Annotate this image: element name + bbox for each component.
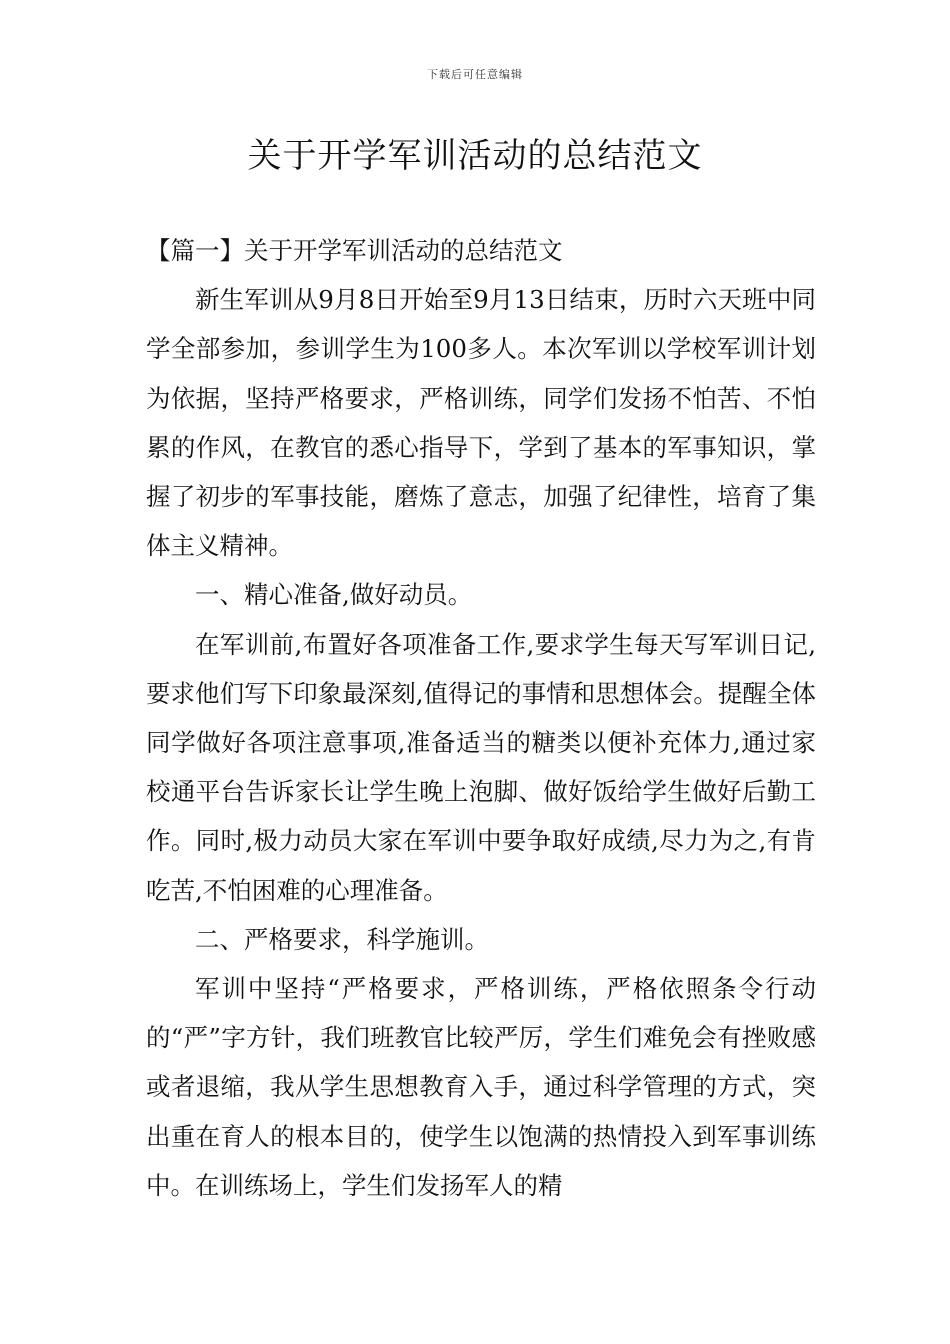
body-paragraph-2: 军训中坚持“严格要求，严格训练，严格依照条令行动的“严”字方针，我们班教官比较严厉，学生们难免会有挫败感或者退缩，我从学生思想教育入手，通过科学管理的方式，突出重在育人的根本目的，使学生以饱满的热情投入到军事训练中。在训练场上，学生们发扬军人的精 [146, 974, 816, 1200]
header-note: 下载后可任意编辑 [427, 68, 523, 81]
body-paragraph-1: 在军训前,布置好各项准备工作,要求学生每天写军训日记,要求他们写下印象最深刻,值得记的事情和思想体会。提醒全体同学做好各项注意事项,准备适当的糖类以便补充体力,通过家校通平台告诉家长让学生晚上泡脚、做好饭给学生做好后勤工作。同时,极力动员大家在军训中要争取好成绩,尽力为之,有肯吃苦,不怕困难的心理准备。 [146, 629, 816, 905]
section-heading-2: 二、严格要求，科学施训。 [195, 924, 489, 954]
document-title: 关于开学军训活动的总结范文 [247, 136, 703, 176]
document-body [146, 226, 816, 1210]
intro-paragraph: 新生军训从9月8日开始至9月13日结束，历时六天班中同学全部参加，参训学生为100多人。本次军训以学校军训计划为依据，坚持严格要求，严格训练，同学们发扬不怕苦、不怕累的作风，在教官的悉心指导下，学到了基本的军事知识，掌握了初步的军事技能，磨炼了意志，加强了纪律性，培育了集体主义精神。 [146, 285, 816, 561]
section-heading-1: 一、精心准备,做好动员。 [195, 580, 473, 610]
section-label: 【篇一】关于开学军训活动的总结范文 [146, 236, 563, 265]
